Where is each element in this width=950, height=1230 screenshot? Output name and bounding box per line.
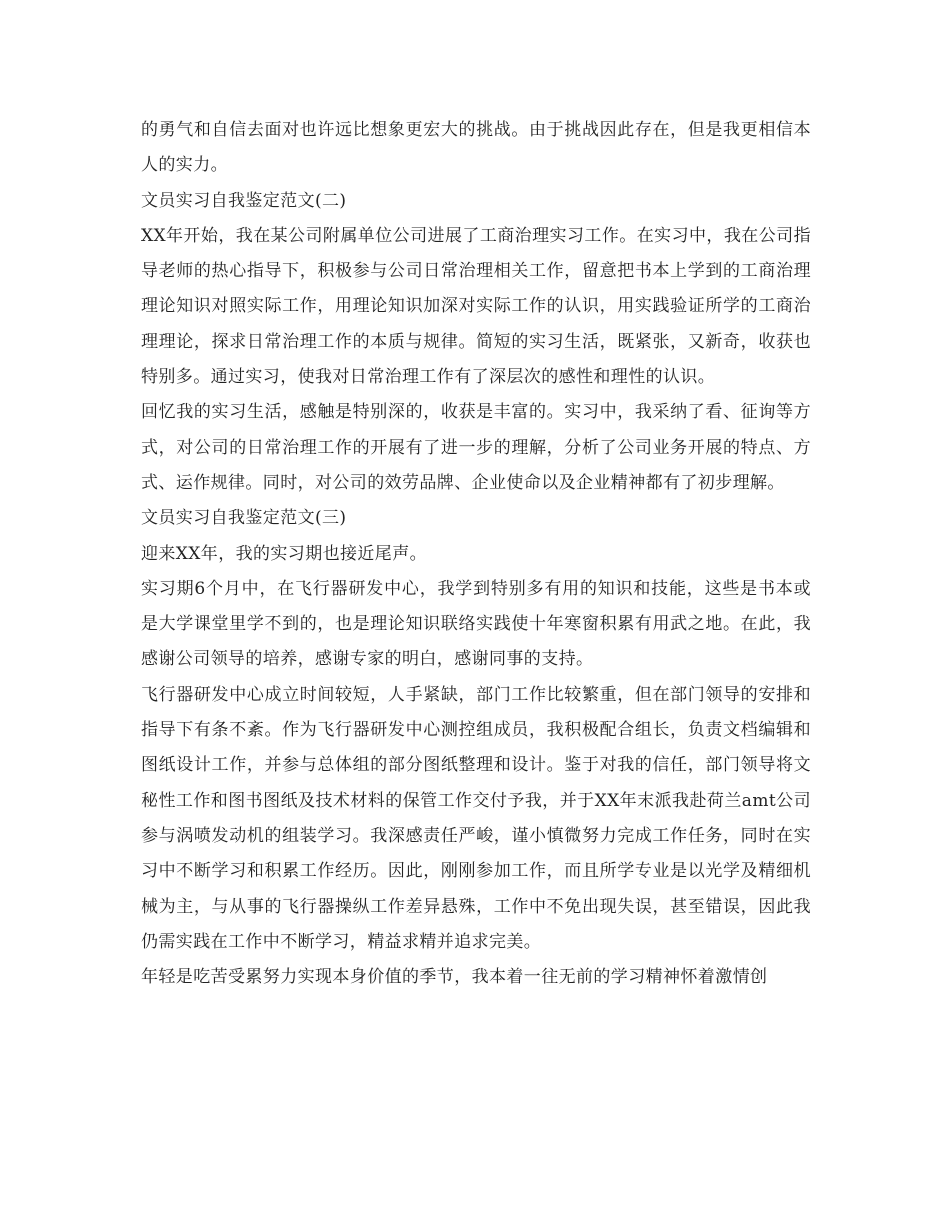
paragraph-continuation: 的勇气和自信去面对也许远比想象更宏大的挑战。由于挑战因此存在，但是我更相信本人的实力。: [141, 120, 811, 176]
paragraph: 飞行器研发中心成立时间较短，人手紧缺，部门工作比较繁重，但在部门领导的安排和指导下有条不紊。作为飞行器研发中心测控组成员，我积极配合组长，负责文档编辑和图纸设计工作，并参与总体组的部分图纸整理和设计。鉴于对我的信任，部门领导将文秘性工作和图书图纸及技术材料的保管工作交付予我，并于XX年末派我赴荷兰amt公司参与涡喷发动机的组装学习。我深感责任严峻，谨小慎微努力完成工作任务，同时在实习中不断学习和积累工作经历。因此，刚刚参加工作，而且所学专业是以光学及精细机械为主，与从事的飞行器操纵工作差异悬殊，工作中不免出现失误，甚至错误，因此我仍需实践在工作中不断学习，精益求精并追求完美。: [141, 684, 811, 952]
paragraph: XX年开始，我在某公司附属单位公司进展了工商治理实习工作。在实习中，我在公司指导老师的热心指导下，积极参与公司日常治理相关工作，留意把书本上学到的工商治理理论知识对照实际工作，用理论知识加深对实际工作的认识，用实践验证所学的工商治理理论，探求日常治理工作的本质与规律。简短的实习生活，既紧张，又新奇，收获也特别多。通过实习，使我对日常治理工作有了深层次的感性和理性的认识。: [141, 225, 811, 388]
paragraph: 实习期6个月中，在飞行器研发中心，我学到特别多有用的知识和技能，这些是书本或是大学课堂里学不到的，也是理论知识联络实践使十年寒窗积累有用武之地。在此，我感谢公司领导的培养，感谢专家的明白，感谢同事的支持。: [141, 578, 811, 670]
paragraph: 回忆我的实习生活，感触是特别深的，收获是丰富的。实习中，我采纳了看、征询等方式，对公司的日常治理工作的开展有了进一步的理解，分析了公司业务开展的特点、方式、运作规律。同时，对公司的效劳品牌、企业使命以及企业精神都有了初步理解。: [141, 402, 811, 493]
section-heading-3: 文员实习自我鉴定范文(三): [141, 508, 347, 529]
paragraph: 迎来XX年，我的实习期也接近尾声。: [141, 543, 428, 564]
document-body: [141, 113, 811, 995]
paragraph-truncated: 年轻是吃苦受累努力实现本身价值的季节，我本着一往无前的学习精神怀着激情创: [141, 967, 768, 988]
section-heading-2: 文员实习自我鉴定范文(二): [141, 190, 347, 211]
